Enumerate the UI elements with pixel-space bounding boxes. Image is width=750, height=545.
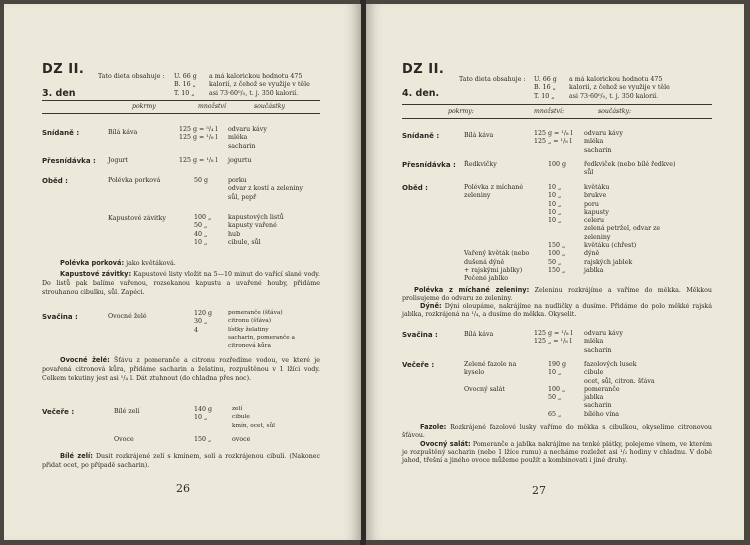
part: ovoce <box>232 436 251 443</box>
parts-list: odvaru kávy mléka sacharin <box>228 126 267 150</box>
day-title: 3. den <box>42 88 76 99</box>
diet-intro: Tato dieta obsahuje : <box>98 73 165 80</box>
recipe-paragraph: Ovocné želé: Šťávu z pomeranče a citronu rozředíme vodou, ve které je povařená citronová kůra, přidáme sacharin a želatinu, rozpuštěnou v 1 lžíci vody. Celkem tekutiny jest asi ¹/₄ l. Dát ztuhnout (do chladna přes noc). <box>42 356 320 382</box>
recipe-paragraph: Bílé zelí: Dusit rozkrájené zelí s kmínem, solí a rozkrájenou cibulí. (Nakonec přidat ocet, po případě sacharin). <box>42 452 320 469</box>
qty: 150 „ <box>194 436 212 443</box>
diet-macros: U. 66 g B. 16 „ T. 10 „ <box>534 76 557 100</box>
parts-list: ředkviček (nebo bílé ředkve) sůl <box>584 161 676 177</box>
recipe-paragraph: Polévka z míchané zeleniny: Zeleninu rozkrájíme a vaříme do měkka. Měkkou prolisujeme do odvaru ze zeleniny. <box>402 286 712 302</box>
meal-presnidavka: Přesnídávka : <box>402 161 456 169</box>
recipe-paragraph: Dýně: Dýni oloupáme, nakrájíme na nudličky a dusíme. Přidáme do polo měkké rajská jablka, rozkrájená na ¹/₄, a dusíme do měkka. Okyselit. <box>402 302 712 318</box>
meal-snidane: Snídaně : <box>42 129 80 137</box>
parts-list: porku odvar z kostí a zeleniny sůl, pepř <box>228 177 304 201</box>
col-soucastky: součástky: <box>598 108 632 115</box>
meal-svacina: Svačina : <box>402 331 438 339</box>
diet-title: DZ II. <box>42 62 85 77</box>
dish: Bílá káva <box>108 129 138 136</box>
diet-title: DZ II. <box>402 62 445 77</box>
parts-list: kapustových listů kapusty vařené hub cibule, sůl <box>228 214 284 246</box>
divider <box>42 113 320 114</box>
diet-macros: U. 66 g B. 16 „ T. 10 „ <box>174 73 197 97</box>
divider <box>42 100 320 101</box>
meal-snidane: Snídaně : <box>402 132 440 140</box>
divider <box>402 104 712 105</box>
recipe-paragraph: Kapustové závitky: Kapustové listy vložit na 5—10 minut do vařící slané vody. Do listů pak balíme vařenou, rozsekanou kapustu a uvařené houby, přidáme strouhanou cibulku, sůl. Zapéci. <box>42 270 320 296</box>
col-pokrmy: pokrmy <box>132 103 156 110</box>
dish: Jogurt <box>108 157 128 164</box>
parts-list: odvaru kávy mléka sacharin <box>584 330 623 354</box>
recipe-paragraph: Ovocný salát: Pomeranče a jablka nakrájíme na tenké plátky, polejeme vínem, ve kterém je rozpuštěný sacharin (nebo 1 lžíce rumu) a necháme rozležet asi ¹/₂ hodiny v chladnu. V době jahod, třešní a jiného ovoce můžeme použít a kombinovati i jiné druhy. <box>402 440 712 464</box>
meal-svacina: Svačina : <box>42 313 78 321</box>
recipe-paragraph: Polévka porková: jako květáková. <box>60 259 176 267</box>
dish: Ovoce <box>114 436 134 443</box>
diet-intro: Tato dieta obsahuje : <box>459 76 526 83</box>
diet-info: a má kalorickou hodnotu 475 kalorií, z čehož se využije v těle asi 73·60⁰/₀, t. j. 350 kalorií. <box>209 73 310 97</box>
qty: 125 g = ¹/₈ l <box>179 157 218 164</box>
col-pokrmy: pokrmy: <box>448 108 474 115</box>
col-soucastky: součástky <box>254 103 285 110</box>
col-mnozstvi: množství <box>198 103 226 110</box>
page-number: 26 <box>176 482 190 495</box>
meal-vecere: Večeře : <box>402 361 435 369</box>
qty-list: 125 g = ¹/₈ l 125 „ = ¹/₈ l <box>534 330 573 346</box>
parts-list: květáku brukve poru kapusty celeru zelená petržel, odvar ze zeleniny květáku (chřest) dýně rajských jablek jablka <box>584 184 661 274</box>
qty-list: 125 g = ¹/₈ l 125 „ = ¹/₈ l <box>534 130 573 146</box>
part: jogurtu <box>228 157 252 164</box>
day-title: 4. den. <box>402 88 440 99</box>
dish: Bílá káva <box>464 331 494 338</box>
qty-list: 120 g 30 „ 4 <box>194 310 213 334</box>
qty: 100 g <box>548 161 567 168</box>
meal-vecere: Večeře : <box>42 408 75 416</box>
page-left <box>4 4 361 540</box>
parts-list: zelí cibule kmín, ocet, sůl <box>232 406 276 429</box>
qty: 50 g <box>194 177 209 184</box>
parts-list: odvaru kávy mléka sacharin <box>584 130 623 154</box>
recipe-paragraph: Fazole: Rozkrájené fazolové lusky vaříme do měkka s cibulkou, okyselíme citronovou šťávou. <box>402 423 712 439</box>
meal-obed: Oběd : <box>402 184 428 192</box>
dish: Ředkvičky <box>464 161 497 168</box>
qty-list: 100 „ 50 „ 40 „ 10 „ <box>194 214 212 246</box>
meal-presnidavka: Přesnídávka : <box>42 157 96 165</box>
meal-obed: Oběd : <box>42 177 68 185</box>
parts-list: pomeranče (šťáva) citronu (šťáva) lístky želatiny sacharin, pomeranče a citronová kůra <box>228 310 295 350</box>
page-number: 27 <box>532 484 546 497</box>
divider <box>402 118 712 119</box>
dish: Bílé zelí <box>114 408 140 415</box>
qty-list: 125 g = ⁵/₄ l 125 g = ¹/₈ l <box>179 126 218 142</box>
diet-info: a má kalorickou hodnotu 475 kalorií, z čehož se využije v těle asi 73·60⁰/₀, t. j. 350 kalorií. <box>569 76 670 100</box>
page-right <box>366 4 744 540</box>
dish-list: Zelené fazole na kyselo Ovocný salát <box>464 361 517 393</box>
dish: Bílá káva <box>464 132 494 139</box>
qty-list: 10 „ 10 „ 10 „ 10 „ 10 „ 150 „ 100 „ 50 „ 150 „ <box>548 184 566 274</box>
dish: Polévka porková <box>108 177 161 184</box>
col-mnozstvi: množství: <box>534 108 565 115</box>
dish-list: Polévka z míchané zeleniny Vařený květák (nebo dušená dýně + rajskými jablky) Pečené jablko <box>464 184 530 283</box>
qty-list: 190 g 10 „ 100 „ 50 „ 65 „ <box>548 361 567 418</box>
dish: Ovocné želé <box>108 313 147 320</box>
dish: Kapustové závitky <box>108 215 166 222</box>
parts-list: fazolových lusek cibule ocet, sůl, citron. šťáva pomeranče jablka sacharin bílého vína <box>584 361 655 418</box>
qty-list: 140 g 10 „ <box>194 406 213 422</box>
